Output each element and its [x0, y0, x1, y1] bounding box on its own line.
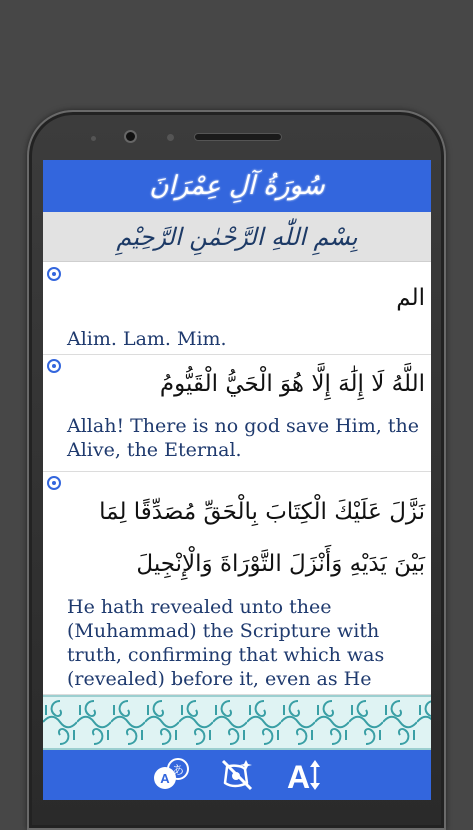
basmala-text: بِسْمِ اللّٰهِ الرَّحْمٰنِ الرَّحِيْمِ — [116, 222, 358, 251]
translate-icon[interactable] — [151, 755, 191, 795]
surah-title: سُورَةُ آلِ عِمْرَانَ — [149, 171, 325, 201]
verse-item[interactable] — [43, 263, 431, 355]
night-mode-icon[interactable] — [217, 755, 257, 795]
verse-marker-icon[interactable] — [47, 267, 61, 281]
verse-arabic: الم — [396, 285, 425, 311]
verse-arabic: اللَّهُ لَا إِلَٰهَ إِلَّا هُوَ الْحَيُّ الْقَيُّومُ — [159, 371, 425, 397]
svg-text:A: A — [287, 759, 311, 795]
verse-translation: He hath revealed unto thee (Muhammad) the Scripture with truth, confirming that which was (revealed) before it, even as He — [67, 596, 385, 690]
verse-arabic: نَزَّلَ عَلَيْكَ الْكِتَابَ بِالْحَقِّ مُصَدِّقًا لِمَا بَيْنَ يَدَيْهِ وَأَنْزَلَ التَّوْرَاةَ وَالْإِنْجِيلَ — [99, 499, 425, 577]
basmala-banner — [43, 212, 431, 262]
app-screen — [43, 160, 431, 800]
verse-item[interactable] — [43, 355, 431, 472]
verse-item[interactable] — [43, 472, 431, 695]
ornament-pattern — [43, 697, 431, 748]
font-size-icon[interactable] — [283, 755, 323, 795]
svg-text:A: A — [160, 771, 170, 786]
proximity-sensor — [167, 134, 174, 141]
svg-text:あ: あ — [171, 763, 185, 777]
verse-marker-icon[interactable] — [47, 359, 61, 373]
ornamental-border — [43, 695, 431, 750]
surah-title-bar — [43, 160, 431, 212]
verse-list[interactable] — [43, 263, 431, 695]
earpiece-speaker — [194, 133, 282, 141]
verse-translation: Alim. Lam. Mim. — [67, 328, 227, 350]
verse-translation: Allah! There is no god save Him, the Alive, the Eternal. — [67, 415, 419, 461]
bottom-toolbar — [43, 750, 431, 800]
phone-sensor-dot — [91, 136, 96, 141]
front-camera — [124, 130, 137, 143]
verse-marker-icon[interactable] — [47, 476, 61, 490]
